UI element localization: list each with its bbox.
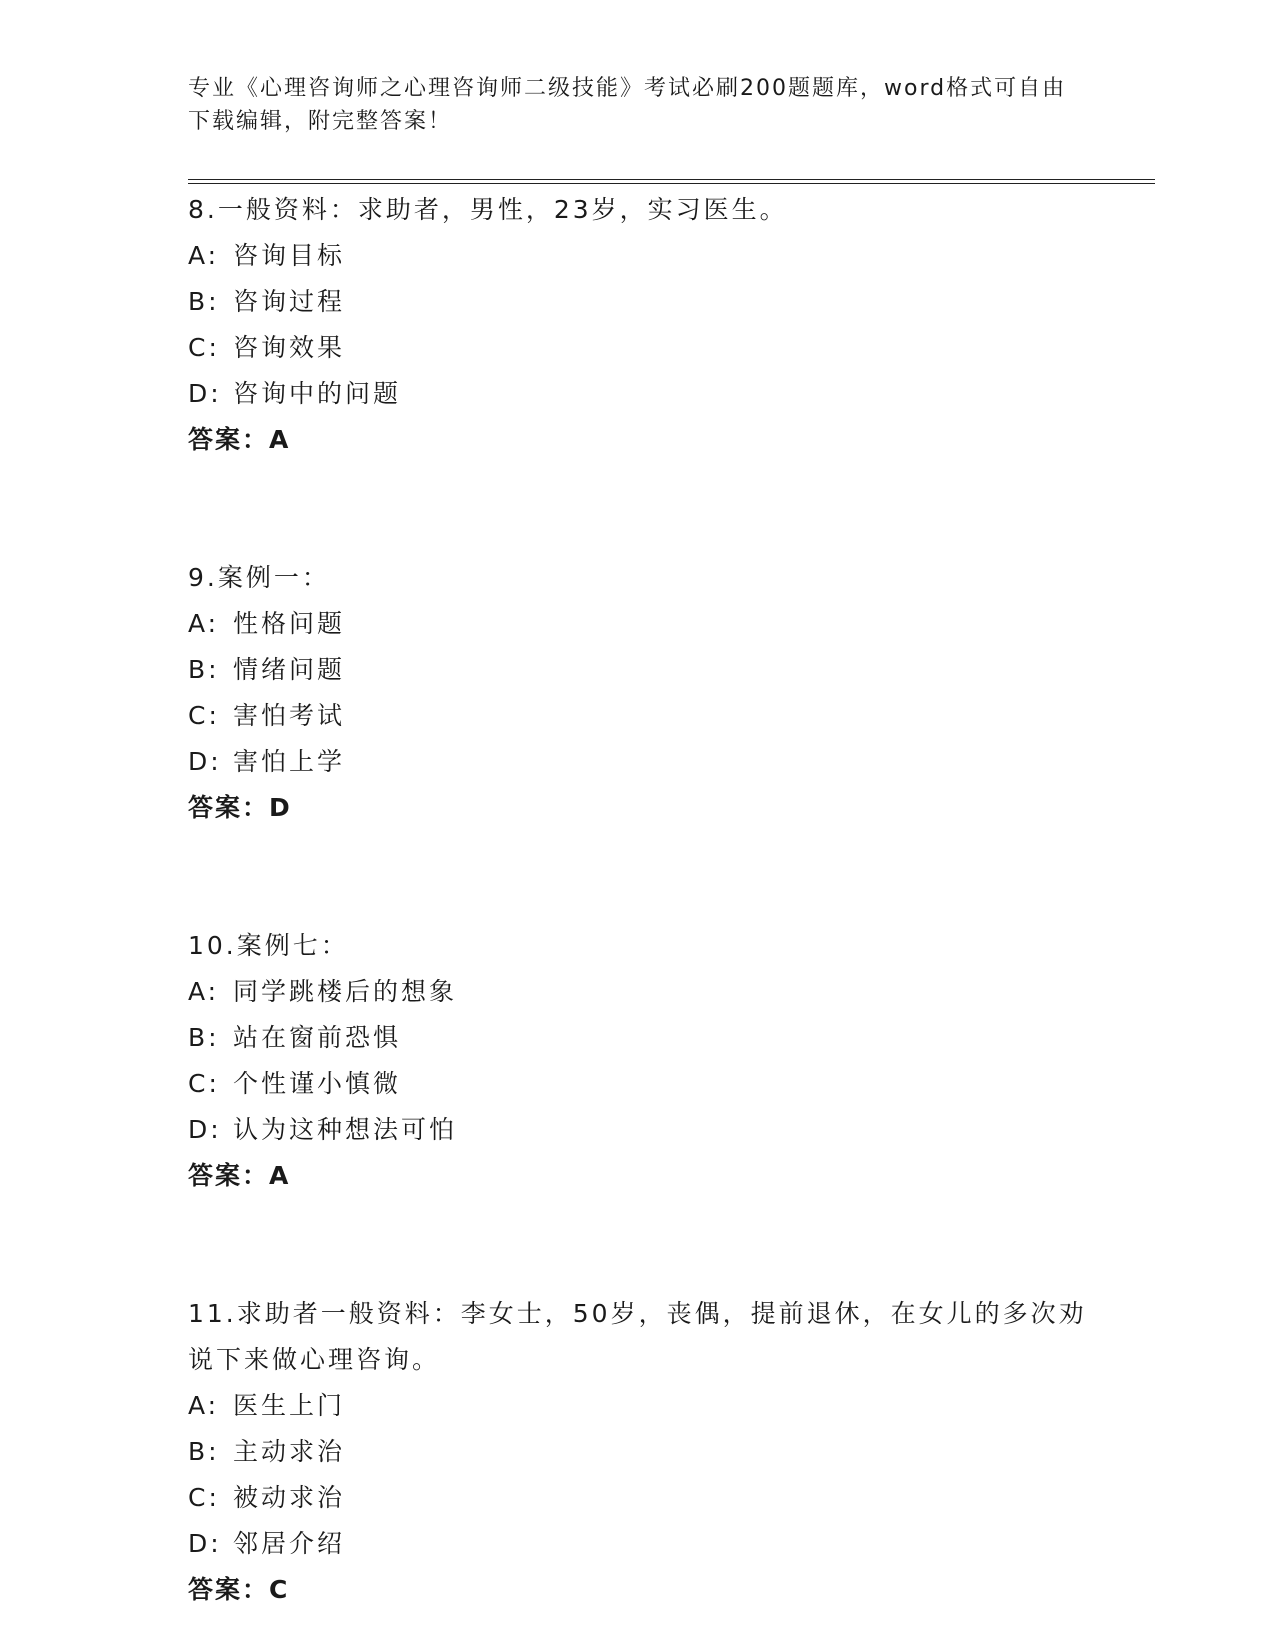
option-a — [188, 601, 1088, 647]
option-letter: A: — [188, 241, 220, 270]
question-stem: 10.案例七： — [188, 931, 349, 960]
option-text: 邻居介绍 — [233, 1529, 346, 1558]
option-letter: B: — [188, 287, 220, 316]
question-stem: 9.案例一： — [188, 563, 330, 592]
document-header — [188, 72, 1078, 138]
option-a — [188, 969, 1088, 1015]
option-letter: D: — [188, 1115, 222, 1144]
answer-line: 答案：A — [188, 425, 291, 454]
option-text: 性格问题 — [233, 609, 346, 638]
question-10 — [188, 923, 1088, 1199]
option-text: 同学跳楼后的想象 — [233, 977, 458, 1006]
option-d — [188, 1521, 1088, 1567]
option-text: 主动求治 — [233, 1437, 346, 1466]
option-text: 害怕上学 — [233, 747, 346, 776]
option-b — [188, 1429, 1088, 1475]
option-b — [188, 647, 1088, 693]
header-text: 专业《心理咨询师之心理咨询师二级技能》考试必刷200题题库，word格式可自由下载编辑，附完整答案！ — [188, 76, 1067, 134]
option-c — [188, 325, 1088, 371]
option-text: 咨询目标 — [233, 241, 346, 270]
option-letter: B: — [188, 1437, 220, 1466]
option-letter: C: — [188, 701, 220, 730]
option-letter: C: — [188, 333, 220, 362]
option-text: 认为这种想法可怕 — [233, 1115, 458, 1144]
option-letter: C: — [188, 1069, 220, 1098]
question-8 — [188, 187, 1088, 463]
option-text: 医生上门 — [233, 1391, 346, 1420]
option-letter: B: — [188, 655, 220, 684]
header-divider — [188, 179, 1155, 184]
option-text: 咨询效果 — [233, 333, 346, 362]
option-letter: A: — [188, 1391, 220, 1420]
option-letter: A: — [188, 977, 220, 1006]
option-d — [188, 1107, 1088, 1153]
option-letter: D: — [188, 1529, 222, 1558]
option-text: 个性谨小慎微 — [233, 1069, 402, 1098]
option-letter: D: — [188, 747, 222, 776]
question-11 — [188, 1291, 1088, 1613]
option-c — [188, 693, 1088, 739]
question-stem: 8.一般资料：求助者，男性，23岁，实习医生。 — [188, 195, 788, 224]
question-list — [188, 187, 1088, 1613]
spacer — [188, 831, 1088, 923]
option-letter: D: — [188, 379, 222, 408]
option-a — [188, 1383, 1088, 1429]
option-text: 被动求治 — [233, 1483, 346, 1512]
option-c — [188, 1475, 1088, 1521]
option-letter: B: — [188, 1023, 220, 1052]
question-9 — [188, 555, 1088, 831]
option-d — [188, 739, 1088, 785]
option-text: 害怕考试 — [233, 701, 346, 730]
option-text: 情绪问题 — [233, 655, 346, 684]
option-b — [188, 1015, 1088, 1061]
option-letter: A: — [188, 609, 220, 638]
spacer — [188, 1199, 1088, 1291]
option-a — [188, 233, 1088, 279]
option-d — [188, 371, 1088, 417]
option-letter: C: — [188, 1483, 220, 1512]
option-text: 咨询中的问题 — [233, 379, 402, 408]
question-stem: 11.求助者一般资料：李女士，50岁，丧偶，提前退休，在女儿的多次劝说下来做心理咨询。 — [188, 1299, 1087, 1374]
answer-line: 答案：A — [188, 1161, 291, 1190]
answer-line: 答案：D — [188, 793, 292, 822]
answer-line: 答案：C — [188, 1575, 290, 1604]
option-c — [188, 1061, 1088, 1107]
spacer — [188, 463, 1088, 555]
option-b — [188, 279, 1088, 325]
option-text: 咨询过程 — [233, 287, 346, 316]
option-text: 站在窗前恐惧 — [233, 1023, 402, 1052]
